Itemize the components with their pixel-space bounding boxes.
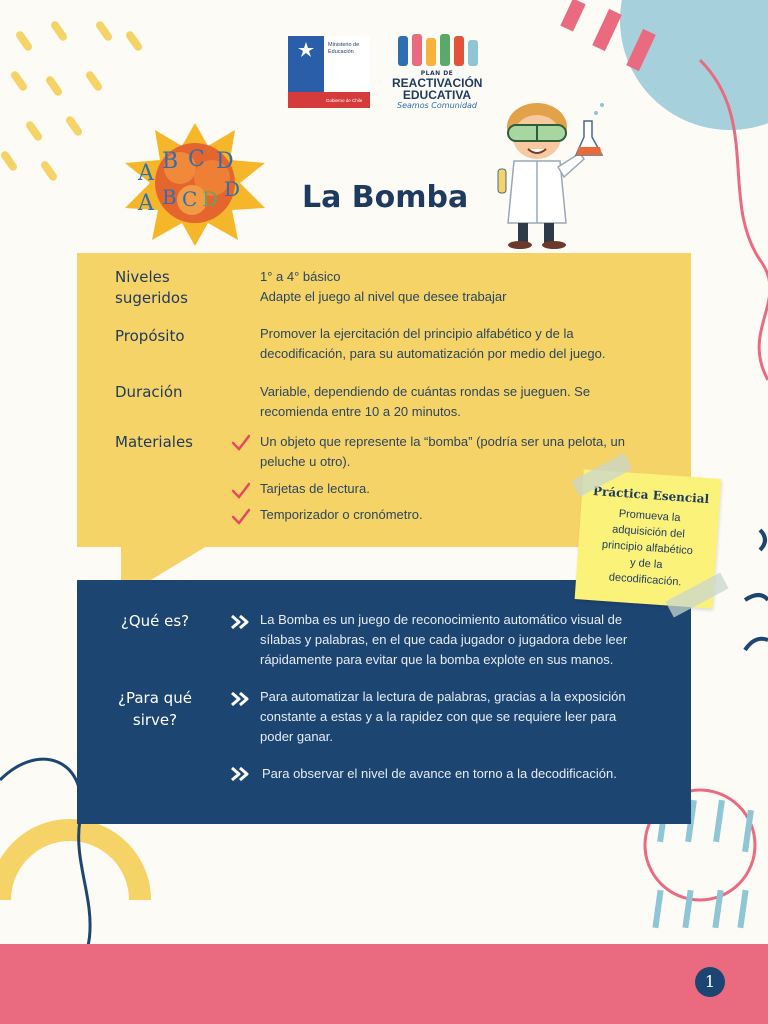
materials-label: Materiales	[115, 433, 193, 451]
what-is-label: ¿Qué es?	[120, 612, 190, 630]
material-item-2: Tarjetas de lectura.	[260, 481, 370, 496]
purpose-of-value-line2: constante a estas y a la rapidez con que se requiere leer para	[260, 709, 617, 724]
duration-value-line1: Variable, dependiendo de cuántas rondas se jueguen. Se	[260, 384, 591, 399]
what-is-value-line3: rápidamente para evitar que la bomba explote en sus manos.	[260, 652, 614, 667]
svg-text:C: C	[188, 147, 205, 172]
sticky-line4: y de la	[629, 556, 663, 572]
ministry-logo-graphic	[288, 36, 370, 108]
double-chevron-right-icon	[230, 766, 250, 782]
plan-line1: REACTIVACIÓN	[392, 76, 483, 90]
what-is-value-line2: sílabas y palabras, en el que cada jugador o jugadora debe leer	[260, 632, 628, 647]
duration-label: Duración	[115, 383, 183, 401]
check-icon	[231, 508, 251, 526]
svg-text:D: D	[202, 187, 219, 211]
svg-text:C: C	[182, 187, 198, 211]
svg-text:D: D	[216, 149, 234, 174]
double-chevron-right-icon	[230, 691, 250, 707]
material-item-1-line2: peluche u otro).	[260, 454, 351, 469]
material-item-1-line1: Un objeto que represente la “bomba” (podría ser una pelota, un	[260, 434, 625, 449]
svg-text:A: A	[138, 161, 154, 186]
purpose-value-line1: Promover la ejercitación del principio alfabético y de la	[260, 326, 574, 341]
purpose-of-label-line1: ¿Para qué	[118, 689, 192, 707]
page-number: 1	[695, 967, 725, 997]
levels-value-line2: Adapte el juego al nivel que desee trabajar	[260, 289, 507, 304]
explosion-letters-illustration	[120, 118, 270, 248]
plan-small-label: PLAN DE	[420, 70, 454, 77]
svg-text:A: A	[138, 191, 154, 216]
scientist-illustration	[492, 95, 612, 250]
sticky-line1: Promueva la	[618, 507, 681, 525]
ministry-line2: Educación	[328, 49, 354, 55]
double-chevron-right-icon	[230, 614, 250, 630]
ministry-line3: Gobierno de Chile	[326, 98, 363, 103]
duration-value-line2: recomienda entre 10 a 20 minutos.	[260, 404, 461, 419]
svg-text:D: D	[224, 177, 241, 201]
sticky-line5: decodificación.	[608, 571, 682, 589]
plan-tagline: Seamos Comunidad	[397, 101, 477, 110]
ministry-logo	[288, 36, 370, 108]
sticky-body	[584, 504, 711, 592]
check-icon	[231, 434, 251, 452]
purpose-label: Propósito	[115, 327, 185, 345]
purpose-of-value-line4: Para observar el nivel de avance en torno a la decodificación.	[262, 766, 617, 781]
what-is-value-line1: La Bomba es un juego de reconocimiento automático visual de	[260, 612, 623, 627]
sticky-title: Práctica Esencial	[592, 484, 710, 507]
material-item-3: Temporizador o cronómetro.	[260, 507, 423, 522]
hands-icon	[392, 32, 482, 70]
levels-value-line1: 1° a 4° básico	[260, 269, 341, 284]
page-title: La Bomba	[302, 180, 469, 215]
purpose-of-value-line1: Para automatizar la lectura de palabras, gracias a la exposición	[260, 689, 626, 704]
levels-label-line2: sugeridos	[115, 289, 188, 307]
purpose-of-value-line3: poder ganar.	[260, 729, 334, 744]
plan-reactivacion-logo	[392, 32, 482, 110]
footer-band	[0, 944, 768, 1024]
purpose-of-label-line2: sirve?	[132, 711, 178, 729]
ministry-line1: Ministerio de	[328, 42, 360, 48]
purpose-value-line2: decodificación, para su automatización por medio del juego.	[260, 346, 606, 361]
levels-label-line1: Niveles	[115, 268, 170, 286]
svg-text:B: B	[162, 185, 177, 209]
sticky-line3: principio alfabético	[601, 538, 694, 558]
plan-line2: EDUCATIVA	[402, 88, 472, 102]
check-icon	[231, 482, 251, 500]
sticky-line2: adquisición del	[611, 523, 686, 541]
svg-text:B: B	[162, 149, 179, 174]
